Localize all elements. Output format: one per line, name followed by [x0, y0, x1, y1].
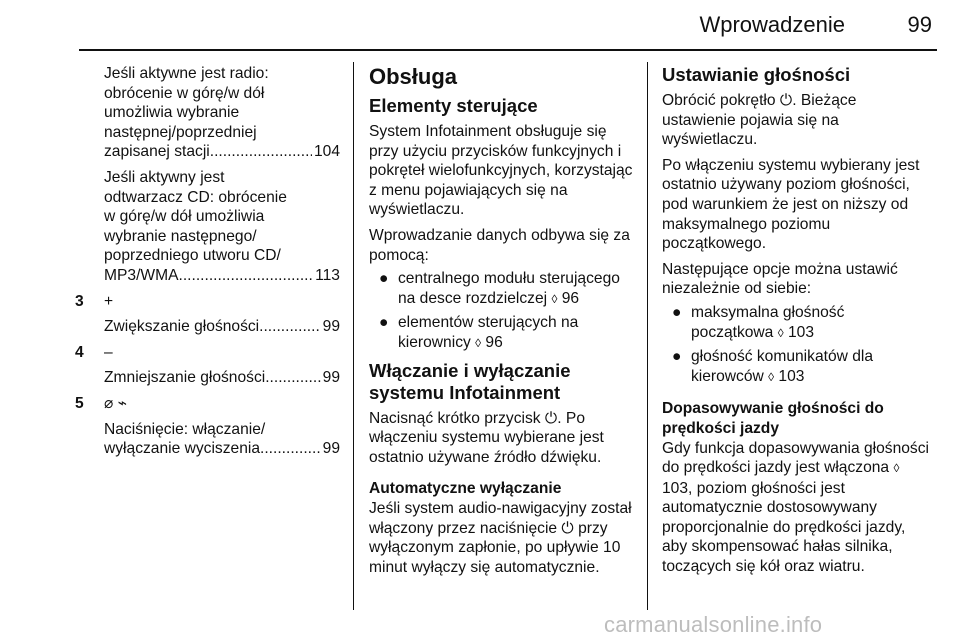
toc-text: wyłączanie wyciszenia	[104, 440, 260, 458]
item-number: 4	[75, 343, 84, 361]
minus-icon: –	[104, 343, 113, 361]
toc-text: Zmniejszanie głośności	[104, 369, 266, 387]
toc-line	[104, 266, 340, 286]
paragraph	[662, 91, 930, 150]
plus-icon: +	[104, 292, 114, 310]
toc-line	[104, 368, 340, 388]
column-right	[662, 64, 930, 577]
toc-line	[104, 439, 340, 459]
mute-power-icon: ⌀ ⌁	[104, 394, 128, 412]
power-knob-icon: ⏻	[561, 519, 574, 537]
list-item-text: elementów sterujących na kierownicy	[398, 314, 579, 351]
list-item-text: maksymalna głośność początkowa	[691, 303, 845, 341]
text-line: odtwarzacz CD: obrócenie	[104, 188, 287, 206]
list-item-text: centralnego modułu sterującego na desce rozdzielczej	[398, 270, 620, 307]
bullet-list	[369, 269, 635, 353]
bullet-list	[662, 303, 930, 387]
section-heading: Obsługa	[369, 64, 458, 89]
text-run: , poziom głośności jest automatycznie dostosowywany proporcjonalnie do prędkości jazdy, aby skompensować hałas silnika, toczących się kół oraz wiatru.	[662, 479, 906, 576]
leader-dots	[260, 439, 321, 459]
text-line: Naciśnięcie: włączanie/	[104, 420, 266, 438]
bullet-icon: ●	[672, 303, 682, 321]
cross-ref-icon: ◊	[893, 461, 900, 476]
paragraph: System Infotainment obsługuje się przy użyciu przycisków funkcyjnych i pokręteł wielofunkcyjnych, korzystając z menu pojawiających się na wyświetlaczu.	[369, 123, 633, 219]
page-number: 99	[907, 12, 932, 37]
toc-page-link[interactable]: 104	[313, 143, 340, 161]
text-run: przy wyłączonym zapłonie, po upływie 10 minut wyłączy się automatycznie.	[369, 519, 621, 576]
watermark: carmanualsonline.info	[604, 612, 823, 637]
toc-page-link[interactable]: 99	[322, 318, 340, 336]
paragraph	[662, 439, 930, 577]
cross-ref-link[interactable]: 103	[662, 479, 689, 497]
toc-page-link[interactable]: 99	[322, 440, 340, 458]
item-number: 3	[75, 292, 84, 310]
list-item	[369, 313, 635, 353]
minor-heading: Automatyczne wyłączanie	[369, 480, 562, 498]
leader-dots	[265, 368, 320, 388]
text-run: Gdy funkcja dopasowywania głośności do prędkości jazdy jest włączona	[662, 439, 929, 477]
leader-dots	[259, 317, 321, 337]
cross-ref-icon: ◊	[777, 325, 784, 340]
toc-page-link[interactable]: 113	[315, 266, 340, 284]
paragraph	[369, 499, 635, 577]
text-line: poprzedniego utworu CD/	[104, 247, 281, 265]
list-item	[662, 347, 930, 387]
paragraph	[369, 409, 635, 468]
text-line: wybranie następnego/	[104, 227, 257, 245]
text-line: umożliwia wybranie	[104, 104, 240, 122]
text-line: Jeśli aktywny jest	[104, 168, 225, 186]
paragraph: Następujące opcje można ustawić niezależnie od siebie:	[662, 260, 898, 298]
cross-ref-link[interactable]: 96	[561, 289, 580, 307]
toc-text: Zwiększanie głośności	[104, 318, 260, 336]
list-item	[662, 303, 930, 343]
radio-entry	[104, 64, 340, 162]
running-header-title: Wprowadzenie	[699, 12, 845, 37]
toc-line	[104, 317, 340, 337]
toc-line	[104, 142, 340, 162]
volume-knob-icon: ⏻	[779, 92, 793, 109]
subsection-heading: Elementy sterujące	[369, 95, 538, 116]
cross-ref-link[interactable]: 103	[778, 367, 805, 385]
power-knob-icon: ⏻	[544, 409, 558, 427]
item-4	[75, 343, 340, 363]
column-middle	[369, 64, 635, 577]
text-run: . Bieżące ustawienie pojawia się na wyświetlaczu.	[662, 92, 857, 149]
minor-heading: Dopasowywanie głośności do prędkości jazdy	[662, 400, 884, 437]
cross-ref-icon: ◊	[768, 369, 775, 384]
cross-ref-link[interactable]: 103	[787, 323, 815, 341]
header-rule	[79, 49, 937, 51]
list-item-text: głośność komunikatów dla kierowców	[691, 348, 874, 385]
text-line: w górę/w dół umożliwia	[104, 208, 265, 226]
text-line: obrócenie w górę/w dół	[104, 84, 265, 102]
cross-ref-link[interactable]: 96	[485, 333, 503, 351]
paragraph: Po włączeniu systemu wybierany jest ostatnio używany poziom głośności, pod warunkiem że jest on niższy od maksymalnego poziomu początkowego.	[662, 156, 920, 253]
column-divider-2	[647, 62, 648, 610]
paragraph: Wprowadzanie danych odbywa się za pomocą:	[369, 226, 630, 264]
toc-text: MP3/WMA	[104, 266, 179, 284]
text-run: . Po włączeniu systemu wybierane jest ostatnio używane źródło dźwięku.	[369, 409, 604, 466]
subsection-heading: Włączanie i wyłączanie systemu Infotainment	[369, 359, 571, 403]
bullet-icon: ●	[672, 348, 682, 366]
list-item	[369, 269, 635, 309]
cross-ref-icon: ◊	[475, 335, 482, 350]
subsection-heading: Ustawianie głośności	[662, 64, 851, 85]
item-number: 5	[75, 394, 84, 412]
text-run: Obrócić pokrętło	[662, 92, 776, 109]
bullet-icon: ●	[379, 314, 389, 332]
item-5	[75, 394, 340, 414]
leader-dots	[210, 142, 312, 162]
text-run: Nacisnąć krótko przycisk	[369, 409, 541, 427]
bullet-icon: ●	[379, 270, 389, 288]
item-3	[75, 292, 340, 312]
text-run: Jeśli system audio-nawigacyjny został włączony przez naciśnięcie	[369, 499, 632, 537]
cross-ref-icon: ◊	[551, 291, 558, 306]
leader-dots	[179, 266, 314, 286]
toc-text: zapisanej stacji	[104, 143, 210, 161]
column-left	[75, 64, 340, 459]
cd-entry	[104, 168, 340, 286]
column-divider-1	[353, 62, 354, 610]
text-line: Jeśli aktywne jest radio:	[104, 65, 269, 82]
text-line: następnej/poprzedniej	[104, 123, 257, 141]
toc-page-link[interactable]: 99	[322, 369, 340, 387]
